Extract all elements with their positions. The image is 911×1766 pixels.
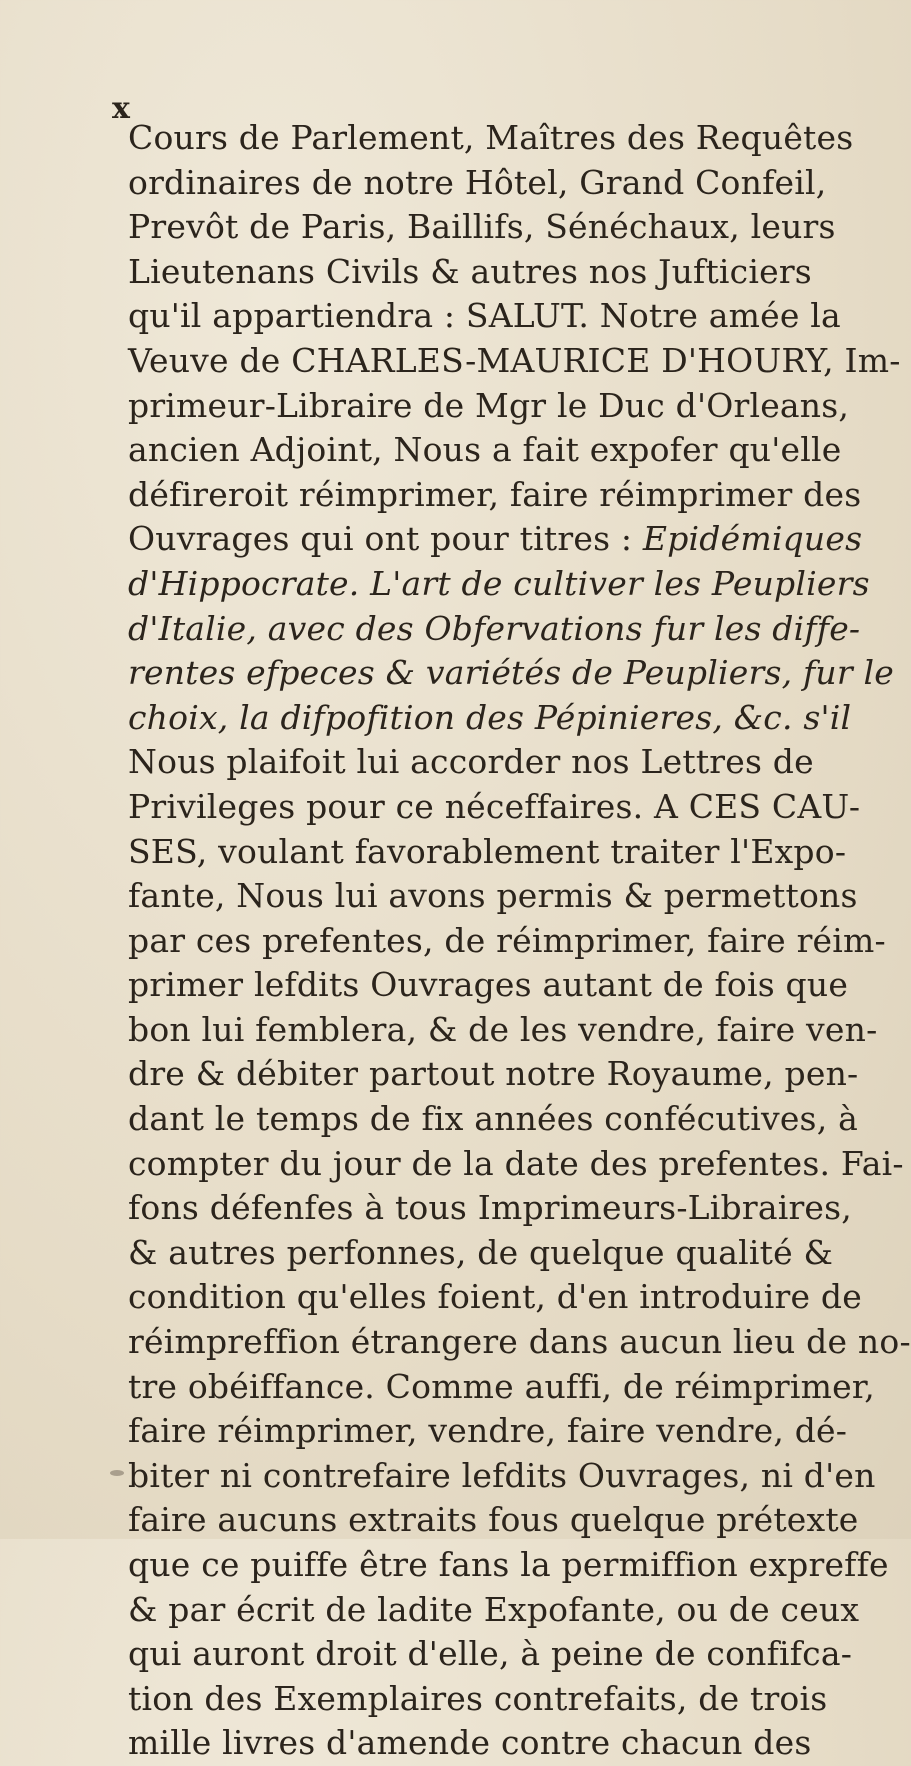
text-line: tion des Exemplaires contrefaits, de trois — [128, 1678, 828, 1718]
text-line: tre obéiffance. Comme auffi, de réimprimer, — [128, 1366, 875, 1406]
text-line: compter du jour de la date des prefentes. Fai- — [128, 1143, 904, 1183]
text-line: faire réimprimer, vendre, faire vendre, dé- — [128, 1411, 848, 1451]
body-text — [128, 116, 911, 1766]
text-span-italic: Epidémiques — [642, 519, 863, 559]
text-line: condition qu'elles foient, d'en introduire de — [128, 1277, 862, 1317]
text-line: ordinaires de notre Hôtel, Grand Confeil, — [128, 162, 827, 202]
text-line: qui auront droit d'elle, à peine de confifca- — [128, 1634, 853, 1674]
text-line: primer lefdits Ouvrages autant de fois que — [128, 965, 849, 1005]
signature-mark: x — [112, 91, 130, 126]
text-line: Lieutenans Civils & autres nos Jufticiers — [128, 251, 812, 291]
text-line: Nous plaifoit lui accorder nos Lettres de — [128, 742, 814, 782]
text-line: Prevôt de Paris, Baillifs, Sénéchaux, leurs — [128, 207, 836, 247]
text-line: par ces prefentes, de réimprimer, faire réim- — [128, 920, 886, 960]
text-line: faire aucuns extraits fous quelque prétexte — [128, 1500, 859, 1540]
text-line: primeur-Libraire de Mgr le Duc d'Orleans, — [128, 385, 850, 425]
text-line: fante, Nous lui avons permis & permettons — [128, 876, 858, 916]
text-line: fons défenfes à tous Imprimeurs-Libraires, — [128, 1188, 852, 1228]
text-line: Privileges pour ce néceffaires. A CES CAU- — [128, 786, 861, 826]
text-line: & autres perfonnes, de quelque qualité & — [128, 1232, 834, 1272]
text-line: dant le temps de fix années confécutives, à — [128, 1099, 858, 1139]
text-line: d'Hippocrate. L'art de cultiver les Peupliers — [128, 563, 870, 603]
text-span-roman: Ouvrages qui ont pour titres : — [128, 519, 643, 559]
ink-smudge — [110, 1470, 124, 1476]
text-line: d'Italie, avec des Obfervations fur les diffe- — [128, 608, 861, 648]
text-line: ancien Adjoint, Nous a fait expofer qu'elle — [128, 430, 842, 470]
text-line: que ce puiffe être fans la permiffion expreffe — [128, 1545, 889, 1584]
text-line: rentes efpeces & variétés de Peupliers, fur le — [128, 653, 894, 693]
text-line: mille livres d'amende contre chacun des — [128, 1723, 812, 1763]
text-line — [128, 517, 863, 562]
text-line: biter ni contrefaire lefdits Ouvrages, ni d'en — [128, 1455, 876, 1495]
text-line: SES, voulant favorablement traiter l'Expo- — [128, 831, 847, 871]
text-line: dre & débiter partout notre Royaume, pen- — [128, 1054, 859, 1094]
text-line: & par écrit de ladite Expofante, ou de ceux — [128, 1589, 860, 1629]
text-line: qu'il appartiendra : SALUT. Notre amée la — [128, 296, 841, 336]
text-line: Cours de Parlement, Maîtres des Requêtes — [128, 118, 854, 157]
text-line: réimpreffion étrangere dans aucun lieu de no- — [128, 1322, 911, 1362]
text-line: Veuve de CHARLES-MAURICE D'HOURY, Im- — [128, 340, 901, 380]
text-line: défireroit réimprimer, faire réimprimer des — [128, 474, 862, 514]
text-line: bon lui femblera, & de les vendre, faire ven- — [128, 1009, 878, 1049]
text-line: choix, la difpofition des Pépinieres, &c. s'il — [128, 697, 852, 737]
